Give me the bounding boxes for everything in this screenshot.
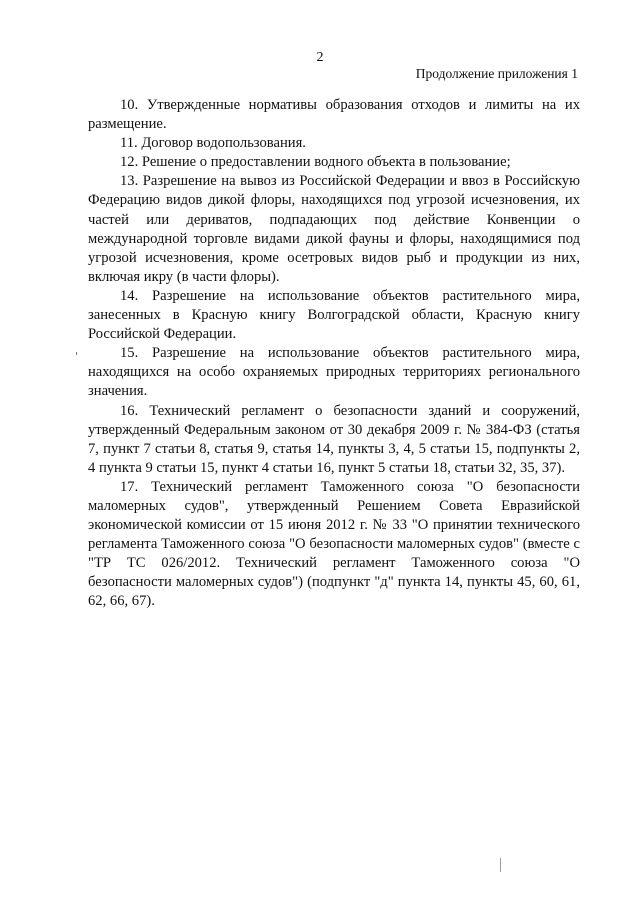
scan-margin-mark — [76, 352, 77, 355]
page-number: 2 — [316, 50, 324, 65]
list-item-14: 14. Разрешение на использование объектов растительного мира, занесенных в Красную книгу Волгоградской области, Красную книгу Российской Федерации. — [88, 287, 580, 343]
list-item-11: 11. Договор водопользования. — [120, 135, 306, 152]
list-item-16: 16. Технический регламент о безопасности зданий и сооружений, утвержденный Федеральным законом от 30 декабря 2009 г. № 384-ФЗ (статья 7, пункт 7 статьи 8, статья 9, статья 14, пункты 3, 4, 5 статьи 15, подпункты 2, 4 пункта 9 статьи 15, пункт 4 статьи 16, пункт 5 статьи 18, статьи 32, 35, 37). — [88, 402, 580, 476]
list-item-17: 17. Технический регламент Таможенного союза "О безопасности маломерных судов", утвержденный Решением Совета Евразийской экономической комиссии от 15 июня 2012 г. № 33 "О принятии технического регламента Таможенного союза "О безопасности маломерных судов" (вместе с "ТР ТС 026/2012. Технический регламент Таможенного союза "О безопасности маломерных судов") (подпункт "д" пункта 14, пункты 45, 60, 61, 62, 66, 67). — [88, 478, 580, 610]
list-item-13: 13. Разрешение на вывоз из Российской Федерации и ввоз в Российскую Федерацию видов дикой флоры, находящихся под угрозой исчезновения, их частей или дериватов, подпадающих под действие Конвенции о международной торговле видами дикой фауны и флоры, находящимися под угрозой исчезновения, кроме осетровых видов рыб и продукции из них, включая икру (в части флоры). — [88, 173, 580, 285]
list-item-15: 15. Разрешение на использование объектов растительного мира, находящихся на особо охраняемых природных территориях регионального значения. — [88, 345, 580, 400]
list-item-10: 10. Утвержденные нормативы образования отходов и лимиты на их размещение. — [88, 97, 580, 133]
scan-corner-mark — [500, 858, 501, 872]
list-item-12: 12. Решение о предоставлении водного объекта в пользование; — [120, 154, 511, 171]
appendix-continuation-note: Продолжение приложения 1 — [415, 66, 578, 81]
document-body — [88, 96, 580, 612]
